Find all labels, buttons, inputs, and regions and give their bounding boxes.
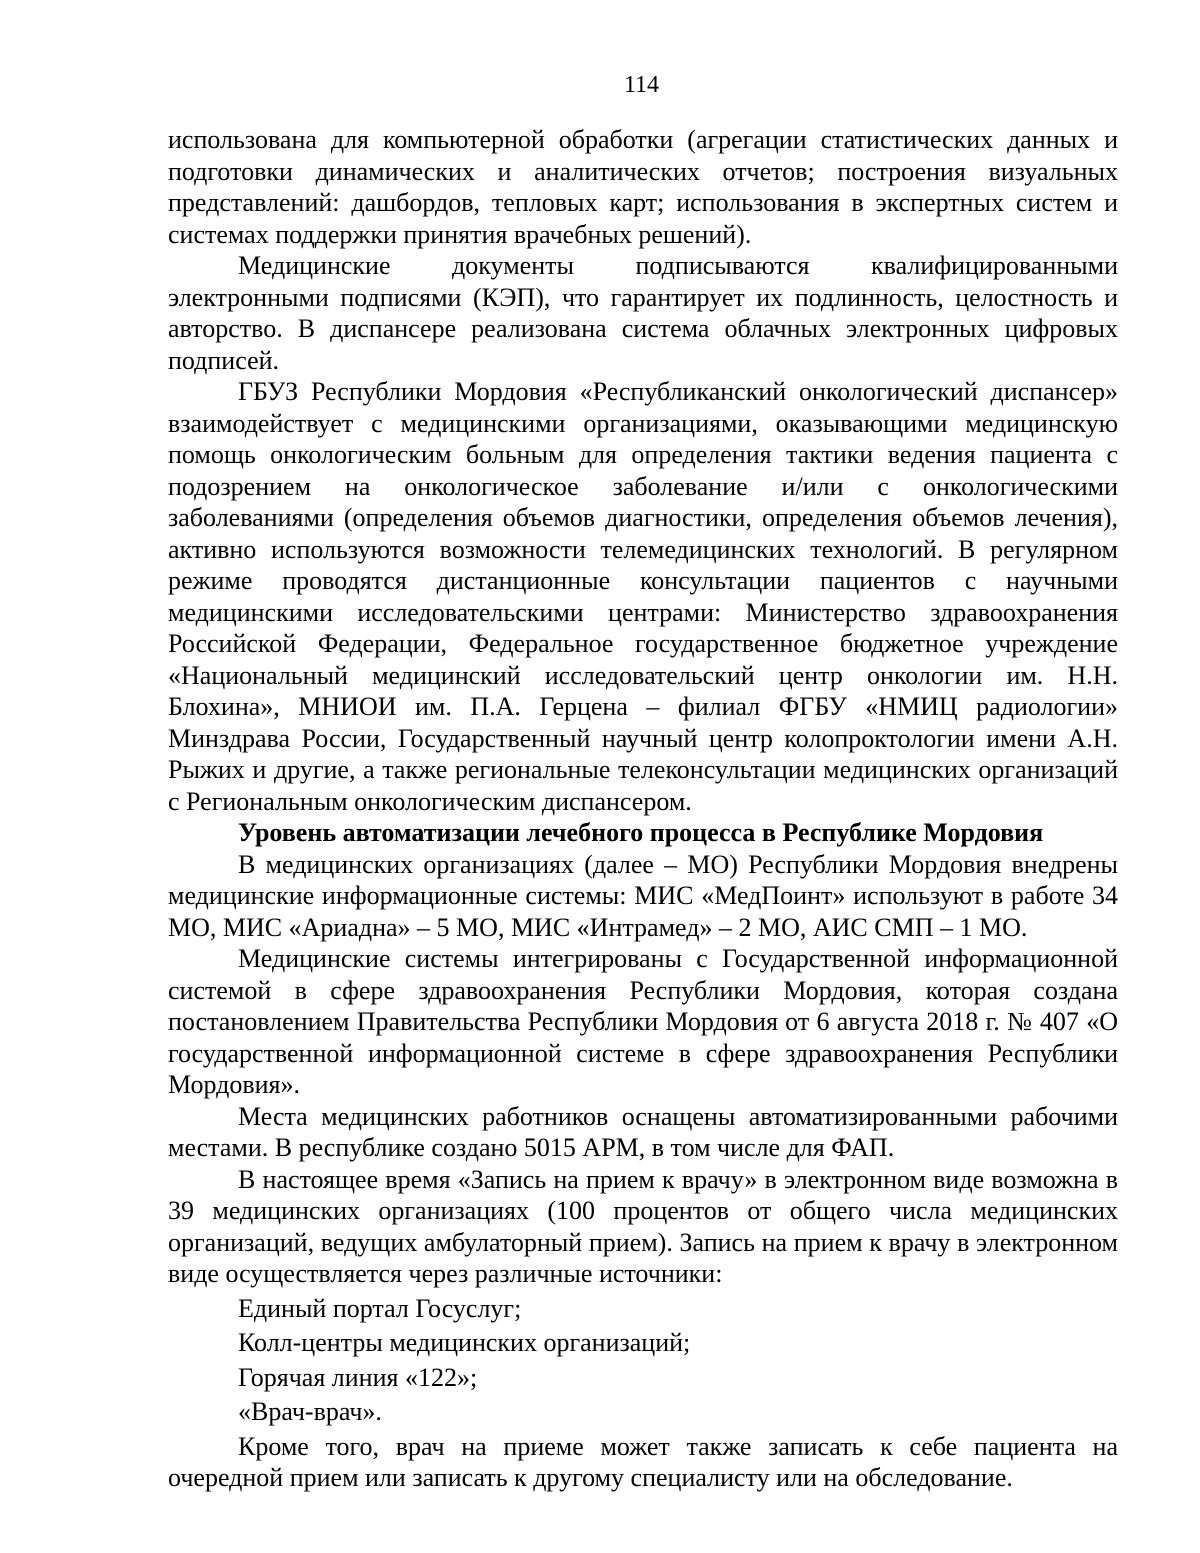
paragraph-qualified-signatures: Медицинские документы подписываются квалифицированными электронными подписями (КЭП), что гарантирует их подлинность, целостность и авторство. В диспансере реализована система облачных электронных цифровых подписей. bbox=[168, 251, 1118, 375]
paragraph-medical-info-systems: В медицинских организациях (далее – МО) Республики Мордовия внедрены медицинские информационные системы: МИС «МедПоинт» используют в работе 34 МО, МИС «Ариадна» – 5 МО, МИС «Интрамед» – 2 МО, АИС СМП – 1 МО. bbox=[168, 849, 1118, 942]
paragraph-doctor-booking: Кроме того, врач на приеме может также записать к себе пациента на очередной прием или записать к другому специалисту или на обследование. bbox=[168, 1431, 1118, 1492]
page-number: 114 bbox=[623, 72, 660, 98]
paragraph-appointment-booking: В настоящее время «Запись на прием к врачу» в электронном виде возможна в 39 медицинских организациях (100 процентов от общего числа медицинских организаций, ведущих амбулаторный прием). Запись на прием к врачу в электронном виде осуществляется через различные источники: bbox=[168, 1164, 1118, 1288]
list-item-hotline: Горячая линия «122»; bbox=[238, 1362, 478, 1392]
list-item-gosuslugi: Единый портал Госуслуг; bbox=[238, 1293, 522, 1323]
paragraph-continuation: использована для компьютерной обработки (агрегации статистических данных и подготовки динамических и аналитических отчетов; построения визуальных представлений: дашбордов, тепловых карт; использования в экспертных систем и системах поддержки принятия врачебных решений). bbox=[168, 125, 1118, 249]
list-item-call-centers: Колл-центры медицинских организаций; bbox=[238, 1328, 691, 1357]
section-heading: Уровень автоматизации лечебного процесса в Республике Мордовия bbox=[238, 818, 1044, 847]
list-item-doctor-doctor: «Врач-врач». bbox=[238, 1397, 382, 1426]
paragraph-state-info-system: Медицинские системы интегрированы с Государственной информационной системой в сфере здравоохранения Республики Мордовия, которая создана постановлением Правительства Республики Мордовия от 6 августа 2018 г. № 407 «О государственной информационной системе в сфере здравоохранения Республики Мордовия». bbox=[168, 944, 1118, 1099]
paragraph-telemedicine: ГБУЗ Республики Мордовия «Республиканский онкологический диспансер» взаимодействует с медицинскими организациями, оказывающими медицинскую помощь онкологическим больным для определения тактики ведения пациента с подозрением на онкологическое заболевание и/или с онкологическими заболеваниями (определения объемов диагностики, определения объемов лечения), активно используются возможности телемедицинских технологий. В регулярном режиме проводятся дистанционные консультации пациентов с научными медицинскими исследовательскими центрами: Министерство здравоохранения Российской Федерации, Федеральное государственное бюджетное учреждение «Национальный медицинский исследовательский центр онкологии им. Н.Н. Блохина», МНИОИ им. П.А. Герцена – филиал ФГБУ «НМИЦ радиологии» Минздрава России, Государственный научный центр колопроктологии имени А.Н. Рыжих и другие, а также региональные телеконсультации медицинских организаций с Региональным онкологическим диспансером. bbox=[168, 377, 1118, 816]
document-body bbox=[168, 124, 1118, 1494]
paragraph-workstations: Места медицинских работников оснащены автоматизированными рабочими местами. В республике создано 5015 АРМ, в том числе для ФАП. bbox=[168, 1101, 1118, 1162]
